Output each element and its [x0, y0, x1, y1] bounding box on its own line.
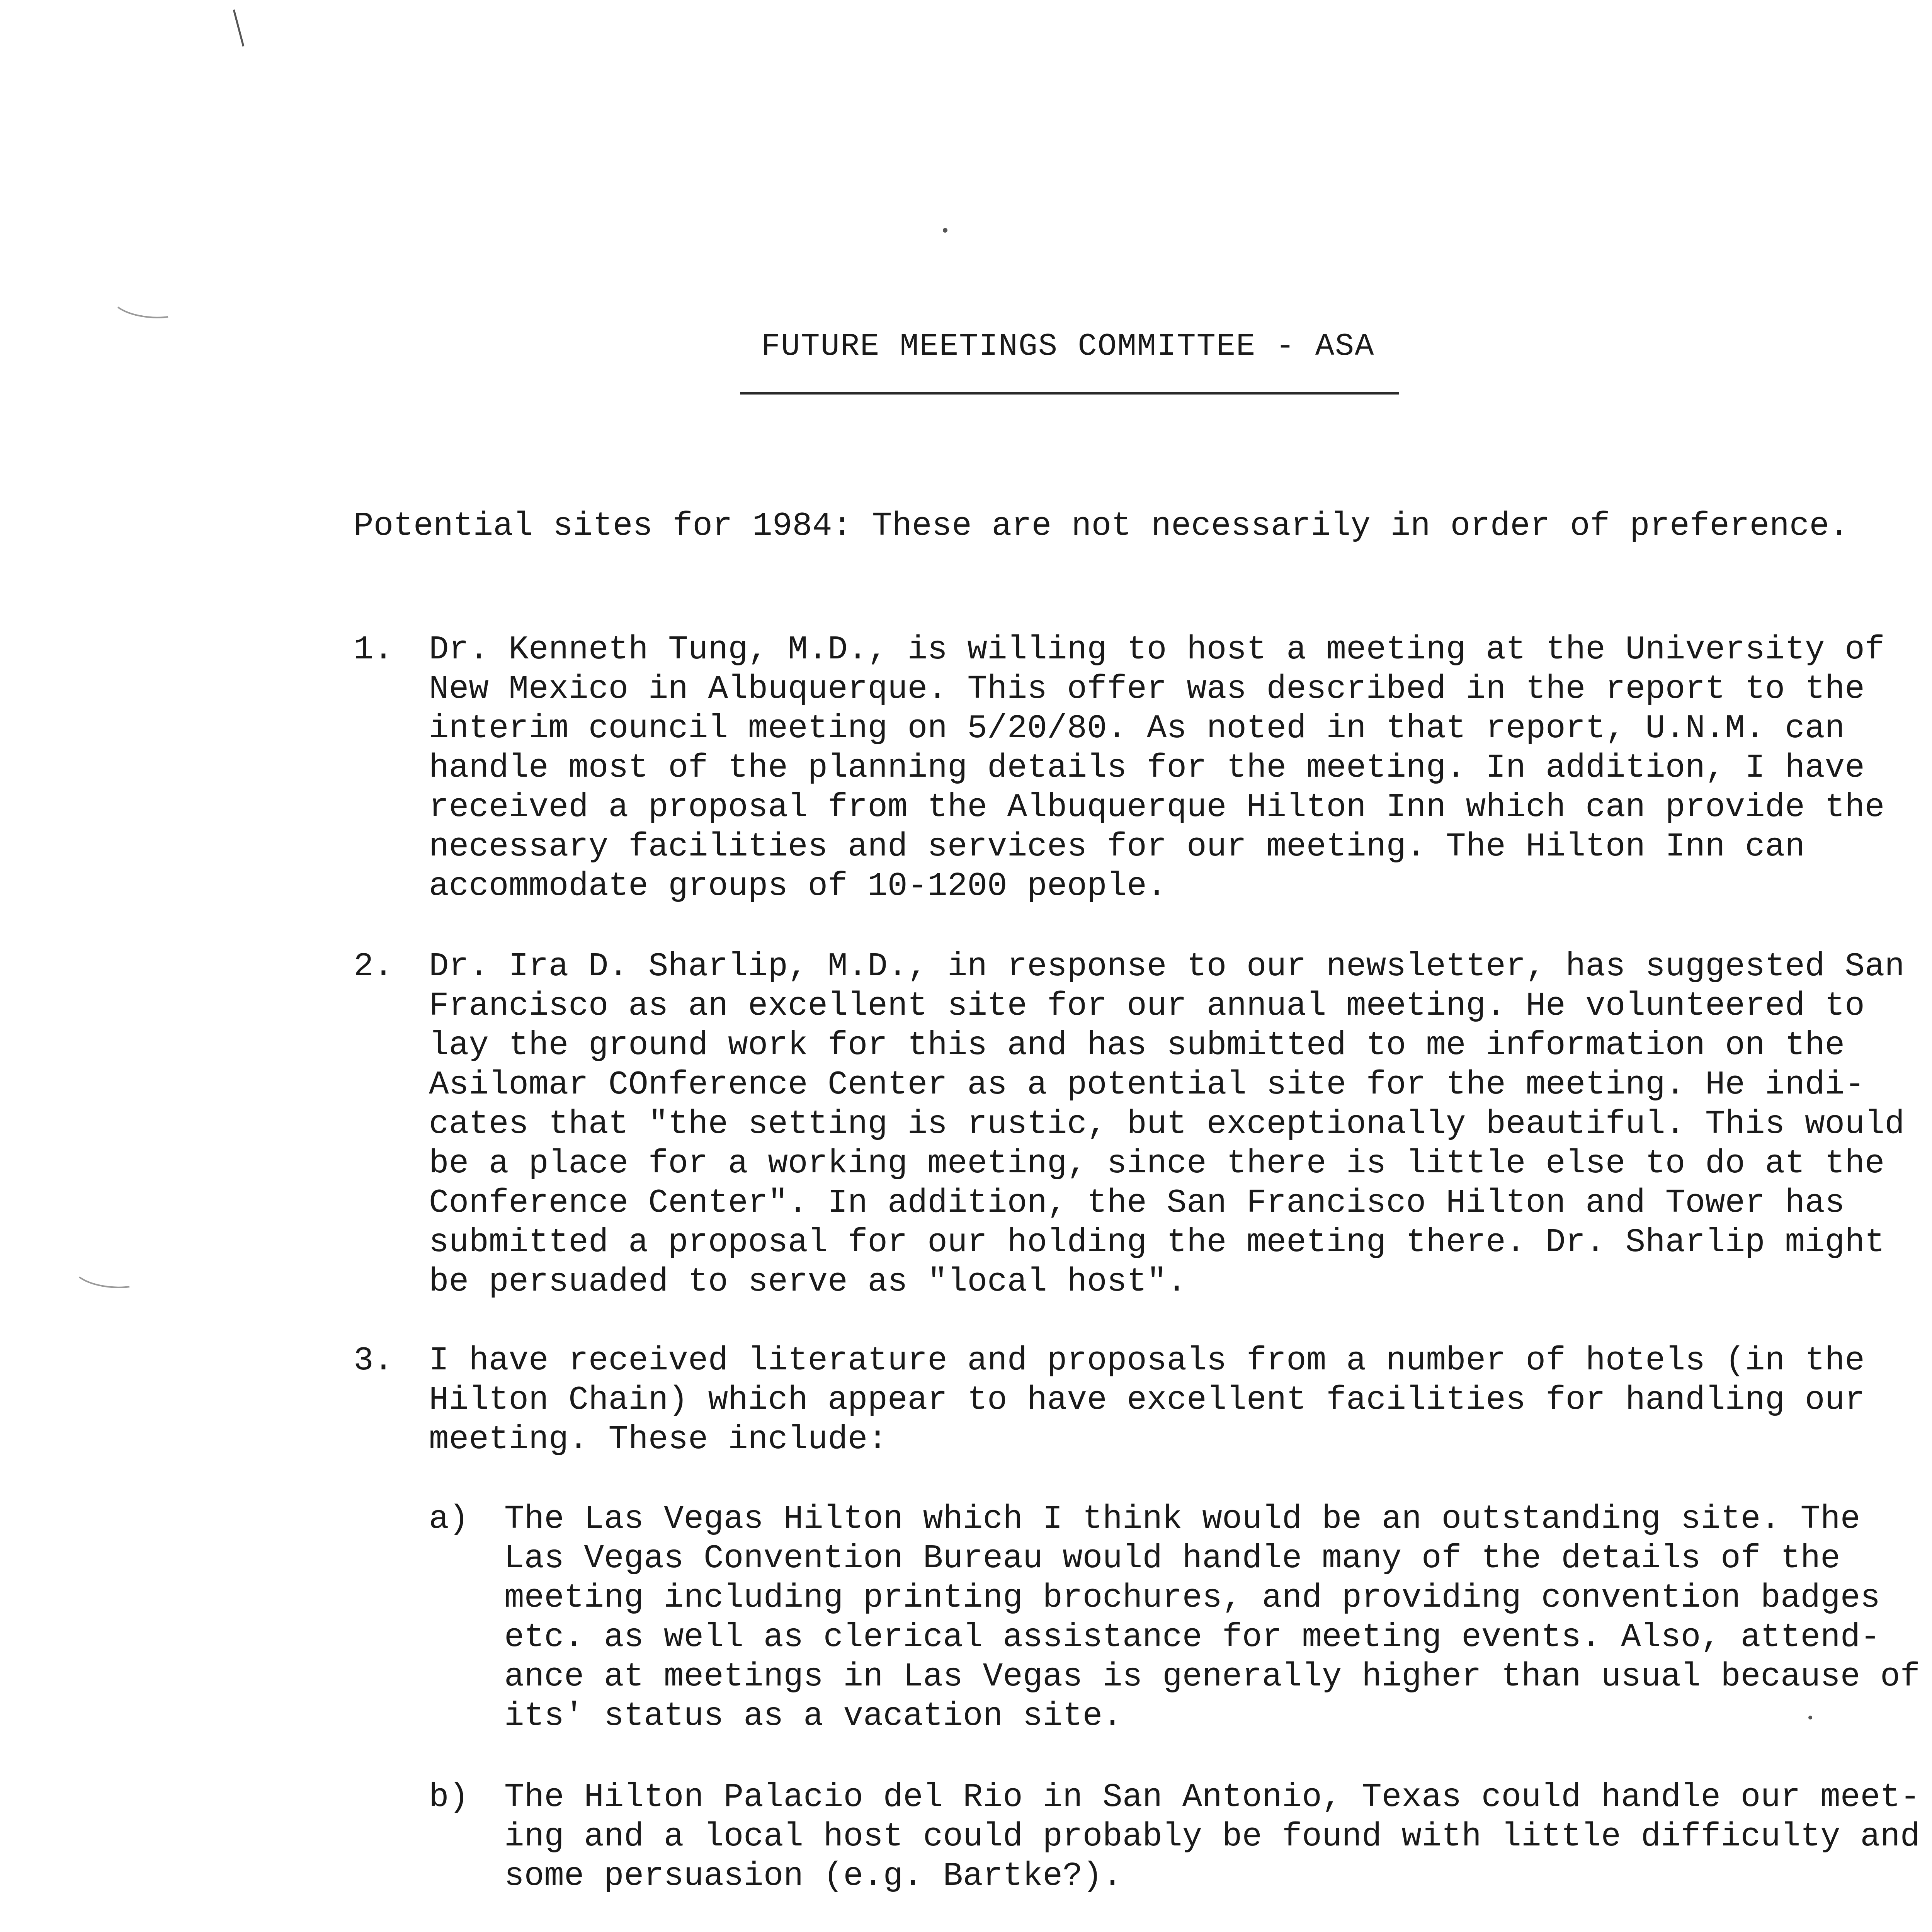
item-number: 2.: [354, 947, 394, 985]
subitem-letter: a): [429, 1500, 469, 1538]
scan-speck: [943, 228, 947, 233]
title-underline: [740, 392, 1399, 395]
intro-line: Potential sites for 1984: These are not necessarily in order of preference.: [354, 507, 1849, 545]
subitem-text: The Hilton Palacio del Rio in San Antonio, Texas could handle our meet- ing and a local host could probably be found with little difficulty and some persuasion (e.g. Bartke?).: [504, 1778, 1920, 1895]
item-text: I have received literature and proposals from a number of hotels (in the Hilton Chain) which appear to have excellent facilities for handling our meeting. These include:: [429, 1342, 1865, 1458]
item-text: Dr. Ira D. Sharlip, M.D., in response to our newsletter, has suggested San Francisco as an excellent site for our annual meeting. He volunteered to lay the ground work for this and has submitted to me information on the Asilomar COnference Center as a potential site for the meeting. He indi- cates that "the setting is rustic, but exceptionally beautiful. This would be a place for a working meeting, since there is little else to do at the Conference Center". In addition, the San Francisco Hilton and Tower has submitted a proposal for our holding the meeting there. Dr. Sharlip might be persuaded to serve as "local host".: [429, 947, 1905, 1301]
page-title: FUTURE MEETINGS COMMITTEE - ASA: [761, 328, 1375, 364]
item-number: 3.: [354, 1342, 394, 1379]
subitem-text: The Las Vegas Hilton which I think would be an outstanding site. The Las Vegas Convention Bureau would handle many of the details of the meeting including printing brochures, and providing convention badges etc. as well as clerical assistance for meeting events. Also, attend- ance at meetings in Las Vegas is generally higher than usual because of its' status as a vacation site.: [504, 1500, 1920, 1735]
item-number: 1.: [354, 631, 394, 668]
subitem-letter: b): [429, 1778, 469, 1816]
item-text: Dr. Kenneth Tung, M.D., is willing to host a meeting at the University of New Mexico in Albuquerque. This offer was described in the report to the interim council meeting on 5/20/80. As noted in that report, U.N.M. can handle most of the planning details for the meeting. In addition, I have received a proposal from the Albuquerque Hilton Inn which can provide the necessary facilities and services for our meeting. The Hilton Inn can accommodate groups of 10-1200 people.: [429, 631, 1885, 905]
hole-punch-shadow: [77, 1275, 131, 1291]
hole-punch-shadow: [116, 305, 170, 321]
scan-mark: [232, 8, 247, 50]
scan-speck: [1808, 1716, 1812, 1719]
